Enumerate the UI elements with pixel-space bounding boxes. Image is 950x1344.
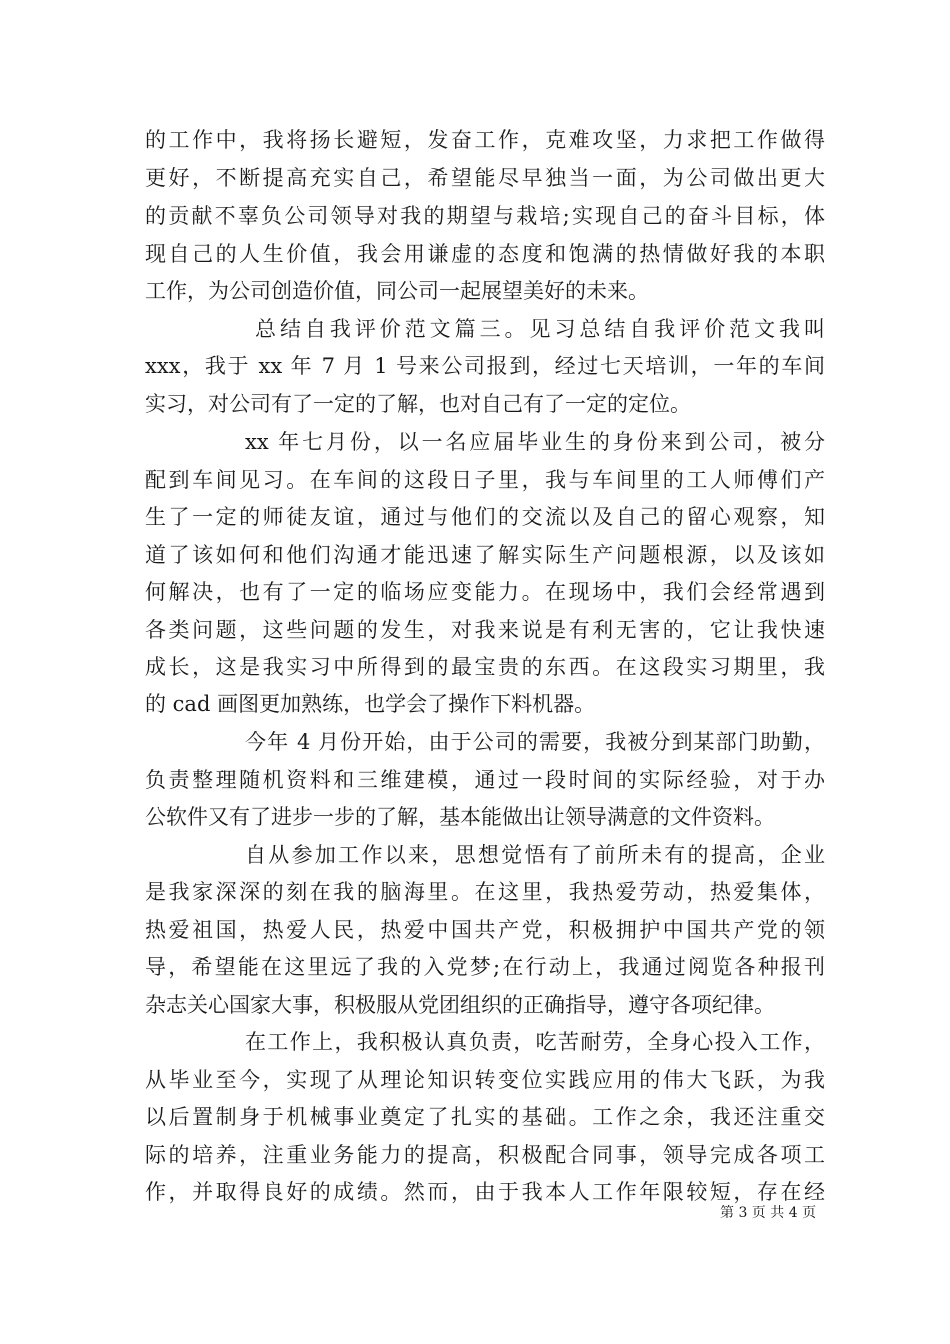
text-line: 杂志关心国家大事，积极服从党团组织的正确指导，遵守各项纪律。	[145, 993, 775, 1017]
text-line: 何解决，也有了一定的临场应变能力。在现场中，我们会经常遇到	[145, 580, 825, 604]
text-line: 实习，对公司有了一定的了解，也对自己有了一定的定位。	[145, 392, 691, 416]
text-line: 现自己的人生价值，我会用谦虚的态度和饱满的热情做好我的本职	[145, 242, 825, 266]
page-number: 第 3 页 共 4 页	[720, 1205, 817, 1221]
text-line: 自从参加工作以来，思想觉悟有了前所未有的提高，企业	[245, 843, 825, 867]
text-line: 热爱祖国，热爱人民，热爱中国共产党，积极拥护中国共产党的领	[145, 918, 825, 942]
text-line: xxx，我于 xx 年 7 月 1 号来公司报到，经过七天培训，一年的车间	[145, 354, 825, 378]
text-line: 导，希望能在这里远了我的入党梦;在行动上，我通过阅览各种报刊	[145, 955, 825, 979]
text-line: 的工作中，我将扬长避短，发奋工作，克难攻坚，力求把工作做得	[145, 128, 825, 152]
text-line: 的 cad 画图更加熟练，也学会了操作下料机器。	[145, 692, 596, 716]
text-line: 今年 4 月份开始，由于公司的需要，我被分到某部门助勤，	[245, 730, 825, 754]
text-line: 生了一定的师徒友谊，通过与他们的交流以及自己的留心观察，知	[145, 505, 825, 529]
text-line: 从毕业至今，实现了从理论知识转变位实践应用的伟大飞跃，为我	[145, 1068, 825, 1092]
text-line: 以后置制身于机械事业奠定了扎实的基础。工作之余，我还注重交	[145, 1105, 825, 1129]
text-line: 更好，不断提高充实自己，希望能尽早独当一面，为公司做出更大	[145, 166, 825, 190]
text-line: xx 年七月份，以一名应届毕业生的身份来到公司，被分	[245, 430, 825, 454]
text-line: 作，并取得良好的成绩。然而，由于我本人工作年限较短，存在经	[145, 1180, 825, 1204]
text-line: 的贡献不辜负公司领导对我的期望与栽培;实现自己的奋斗目标，体	[145, 204, 825, 228]
text-line: 是我家深深的刻在我的脑海里。在这里，我热爱劳动，热爱集体，	[145, 880, 825, 904]
text-line: 公软件又有了进步一步的了解，基本能做出让领导满意的文件资料。	[145, 805, 775, 829]
text-line: 际的培养，注重业务能力的提高，积极配合同事，领导完成各项工	[145, 1143, 825, 1167]
text-line: 成长，这是我实习中所得到的最宝贵的东西。在这段实习期里，我	[145, 655, 825, 679]
text-line: 配到车间见习。在车间的这段日子里，我与车间里的工人师傅们产	[145, 468, 825, 492]
text-line: 道了该如何和他们沟通才能迅速了解实际生产问题根源，以及该如	[145, 543, 825, 567]
text-line: 工作，为公司创造价值，同公司一起展望美好的未来。	[145, 279, 649, 303]
text-line: 负责整理随机资料和三维建模，通过一段时间的实际经验，对于办	[145, 768, 825, 792]
text-line: 总结自我评价范文篇三。见习总结自我评价范文我叫	[255, 317, 825, 341]
text-line: 在工作上，我积极认真负责，吃苦耐劳，全身心投入工作，	[245, 1030, 825, 1054]
text-line: 各类问题，这些问题的发生，对我来说是有利无害的，它让我快速	[145, 618, 825, 642]
